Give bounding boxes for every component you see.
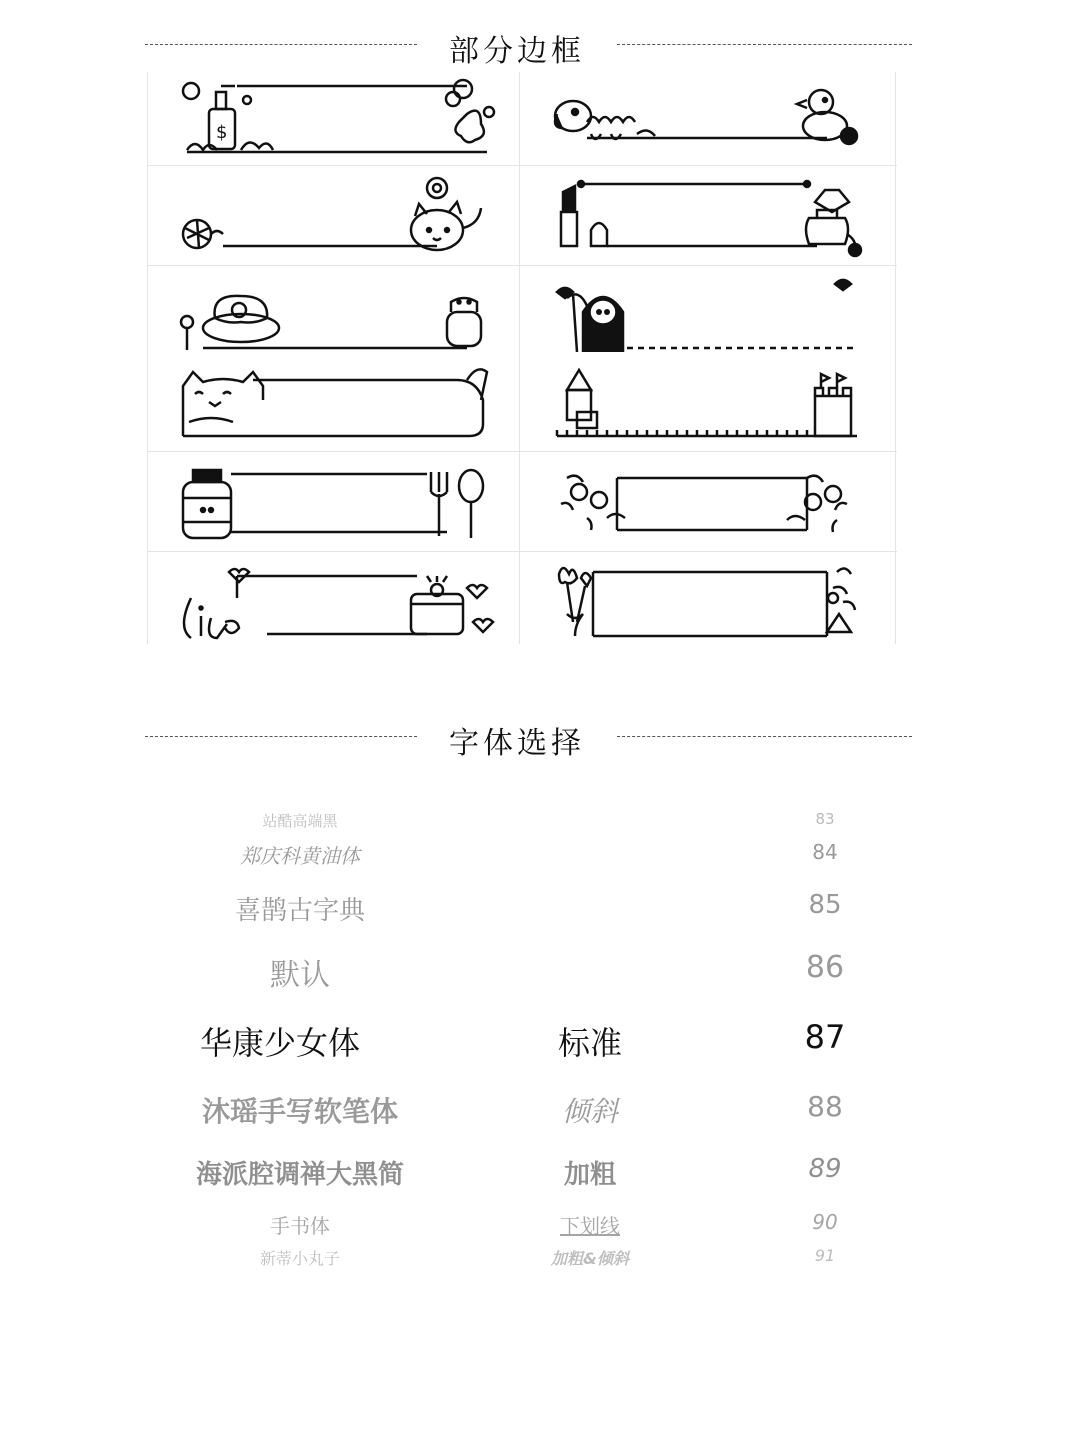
style-name: 标准 — [557, 1024, 622, 1062]
style-name: 倾斜 — [561, 1095, 618, 1128]
frame-jar-cutlery[interactable] — [167, 458, 507, 546]
font-name: 站酷高端黑 — [262, 812, 338, 830]
font-number: 83 — [815, 810, 835, 828]
ring-box-icon — [167, 558, 507, 644]
cat-icon — [167, 360, 507, 446]
font-name: 华康少女体 — [199, 1024, 360, 1062]
tulip-icon — [537, 558, 877, 644]
soap-bottle-icon — [167, 74, 507, 162]
font-section-title: 字体选择 — [449, 726, 585, 761]
grid-divider — [147, 551, 897, 552]
style-name: 加粗 — [563, 1160, 616, 1190]
dog-icon — [537, 74, 877, 162]
lipstick-icon — [537, 172, 877, 260]
style-name: 下划线 — [560, 1214, 620, 1238]
font-number: 84 — [812, 840, 838, 864]
svg-text:$: $ — [216, 122, 228, 143]
frame-cat-long[interactable] — [167, 360, 507, 446]
frame-egg-salt[interactable] — [167, 272, 507, 352]
grid-divider — [895, 72, 896, 644]
frame-castle[interactable] — [537, 360, 877, 446]
frame-soap-bubbles[interactable] — [167, 74, 507, 162]
frame-tulip-bouquet[interactable] — [537, 558, 877, 644]
frame-flower-wreath[interactable] — [537, 458, 877, 546]
grid-divider — [147, 72, 148, 644]
frame-dog-duck[interactable] — [537, 74, 877, 162]
font-name: 海派腔调禅大黑简 — [195, 1160, 404, 1190]
font-number: 90 — [812, 1210, 838, 1234]
frame-like-gift[interactable] — [167, 558, 507, 644]
castle-icon — [537, 360, 877, 446]
font-name: 郑庆科黄油体 — [240, 844, 360, 868]
grid-divider — [147, 265, 897, 266]
grid-divider — [519, 72, 520, 644]
frame-reaper-bats[interactable] — [537, 272, 877, 352]
font-name: 手书体 — [270, 1214, 330, 1238]
style-name: 加粗&倾斜 — [551, 1249, 629, 1268]
font-number: 88 — [807, 1090, 843, 1123]
frames-section-header — [145, 20, 912, 70]
divider-left — [145, 736, 417, 737]
fried-egg-icon — [167, 272, 507, 352]
divider-right — [617, 44, 912, 45]
font-number: 85 — [808, 890, 842, 920]
frames-grid — [147, 72, 897, 644]
font-number: 86 — [805, 950, 845, 985]
flower-icon — [537, 458, 877, 546]
font-number: 91 — [814, 1246, 836, 1265]
divider-right — [617, 736, 912, 737]
grid-divider — [147, 165, 897, 166]
font-name: 默认 — [270, 958, 330, 993]
font-picker[interactable] — [140, 790, 920, 1280]
frames-section-title: 部分边框 — [449, 34, 585, 69]
font-section-header — [145, 712, 912, 762]
font-name: 喜鹊古字典 — [234, 896, 365, 926]
frame-lipstick-perfume[interactable] — [537, 172, 877, 260]
jar-icon — [167, 458, 507, 546]
divider-left — [145, 44, 417, 45]
frame-yarn-cat[interactable] — [167, 172, 507, 260]
font-number: 89 — [808, 1154, 842, 1184]
cat-icon — [167, 172, 507, 260]
reaper-icon — [537, 272, 877, 352]
font-name: 沐瑶手写软笔体 — [201, 1095, 398, 1128]
font-name: 新蒂小丸子 — [259, 1249, 340, 1268]
grid-divider — [147, 451, 897, 452]
font-number: 87 — [804, 1018, 846, 1056]
